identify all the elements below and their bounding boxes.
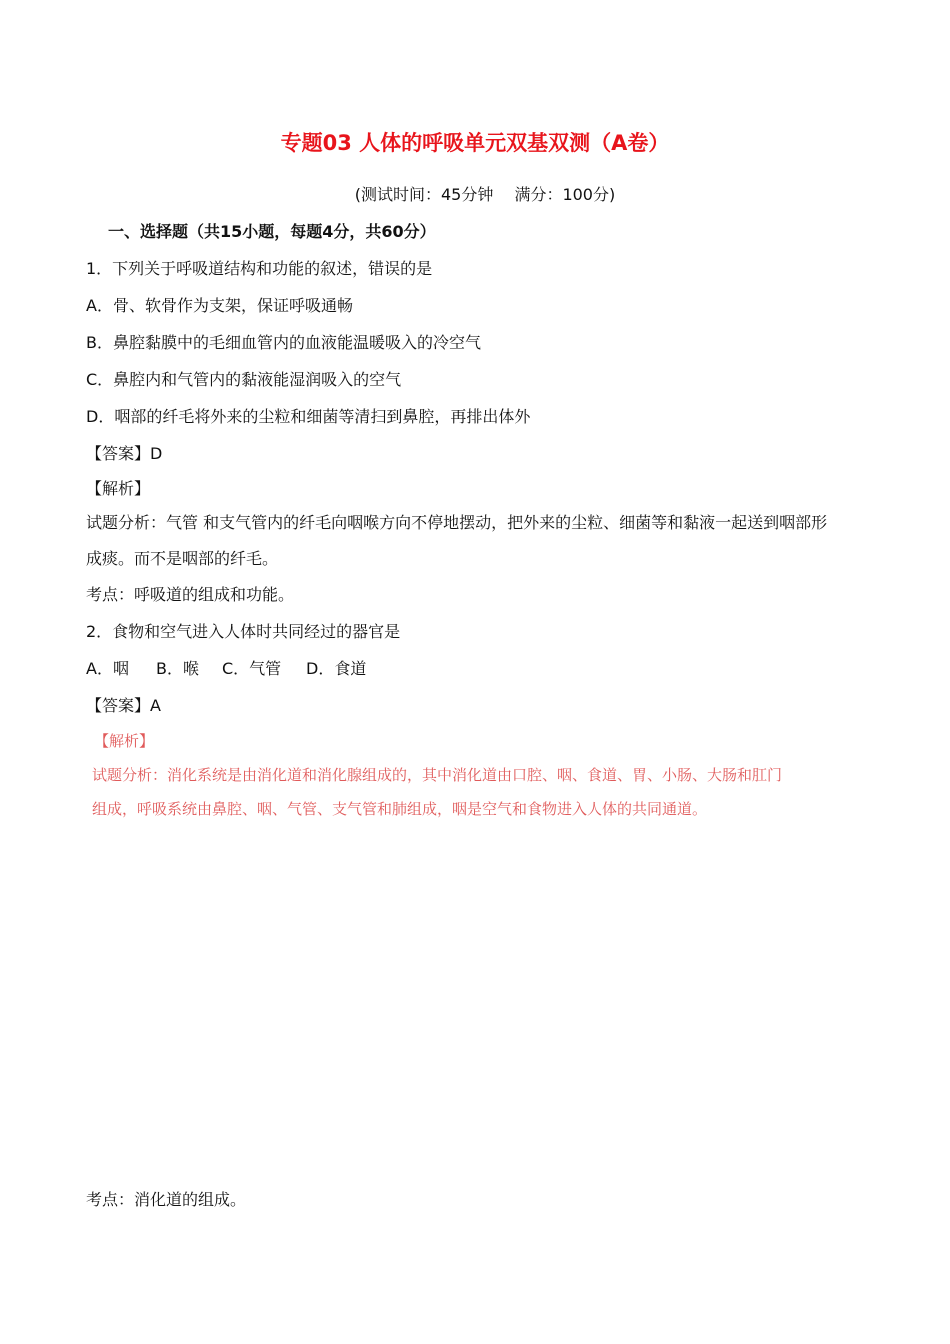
q2-analysis-line2: 组成，呼吸系统由鼻腔、咽、气管、支气管和肺组成，咽是空气和食物进入人体的共同通道。 xyxy=(92,800,708,818)
q2-option-b: B．喉 xyxy=(156,659,199,678)
q1-analysis-label: 【解析】 xyxy=(86,479,151,498)
test-info: (测试时间：45分钟 满分：100分) xyxy=(354,185,616,204)
document-title: 专题03 人体的呼吸单元双基双测（A卷） xyxy=(280,131,670,155)
q1-option-b: B．鼻腔黏膜中的毛细血管内的血液能温暖吸入的冷空气 xyxy=(86,333,481,352)
q1-answer: 【答案】D xyxy=(86,444,163,463)
q2-analysis-line1: 试题分析：消化系统是由消化道和消化腺组成的，其中消化道由口腔、咽、食道、胃、小肠、大肠和肛门 xyxy=(92,766,783,784)
q2-options xyxy=(86,659,366,679)
q1-analysis-line2: 成痰。而不是咽部的纤毛。 xyxy=(86,549,279,568)
q1-option-d: D．咽部的纤毛将外来的尘粒和细菌等清扫到鼻腔，再排出体外 xyxy=(86,407,531,426)
q1-kaodian: 考点：呼吸道的组成和功能。 xyxy=(86,585,295,604)
q2-stem: 2．食物和空气进入人体时共同经过的器官是 xyxy=(86,622,401,641)
q2-kaodian: 考点：消化道的组成。 xyxy=(86,1190,247,1209)
q1-stem: 1．下列关于呼吸道结构和功能的叙述，错误的是 xyxy=(86,259,433,278)
q2-option-d: D．食道 xyxy=(306,659,367,678)
q2-analysis-label: 【解析】 xyxy=(94,732,155,750)
q2-answer: 【答案】A xyxy=(86,696,161,715)
q2-option-a: A．咽 xyxy=(86,659,129,678)
q1-analysis-line1: 试题分析：气管 和支气管内的纤毛向咽喉方向不停地摆动，把外来的尘粒、细菌等和黏液一起送到咽部形 xyxy=(86,513,828,532)
q1-option-a: A．骨、软骨作为支架，保证呼吸通畅 xyxy=(86,296,353,315)
q1-option-c: C．鼻腔内和气管内的黏液能湿润吸入的空气 xyxy=(86,370,402,389)
q2-option-c: C．气管 xyxy=(222,659,282,678)
section-heading: 一、选择题（共15小题，每题4分，共60分） xyxy=(108,222,436,241)
